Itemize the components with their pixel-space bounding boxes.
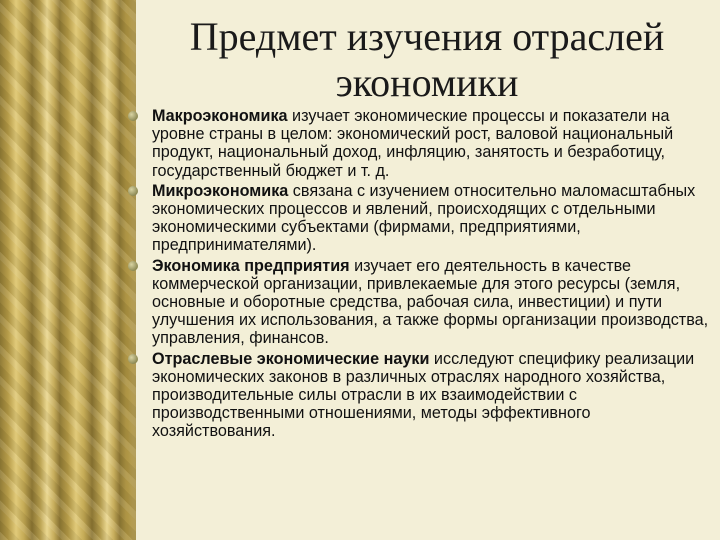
bullet-text: исследуют специфику реализации экономических законов в различных отраслях народного хозяйства, производительные силы отрасли в их взаимодействии с производственными отношениями, методы эффективного хозяйствования.: [152, 349, 695, 441]
bullet-list: [128, 107, 713, 443]
bullet-item-enterprise-economics: [128, 257, 713, 348]
bullet-text: связана с изучением относительно маломасштабных экономических процессов и явлений, происходящих с отдельными экономическими субъектами (фирмами, предприятиями, предпринимателями).: [152, 181, 696, 255]
bullet-item-macroeconomics: [128, 107, 713, 180]
bullet-text: изучает его деятельность в качестве коммерческой организации, привлекаемые для этого ресурсы (земля, основные и оборотные средства, рабочая сила, инвестиции) и пути улучшения их использования, а также формы организации производства, управления, финансов.: [152, 256, 709, 348]
bullet-dot-icon: [128, 111, 138, 121]
bullet-item-sectoral-sciences: [128, 350, 713, 441]
bullet-term: Отраслевые экономические науки: [152, 349, 430, 368]
bullet-dot-icon: [128, 354, 138, 364]
bullet-term: Микроэкономика: [152, 181, 289, 200]
bullet-text: изучает экономические процессы и показатели на уровне страны в целом: экономический рост, валовой национальный продукт, национальный доход, инфляцию, занятость и безработицу, государственный бюджет и т. д.: [152, 107, 674, 180]
slide-title: Предмет изучения отраслей экономики: [189, 14, 665, 105]
decorative-gold-border: [0, 0, 136, 540]
bullet-term: Экономика предприятия: [152, 256, 350, 275]
bullet-item-microeconomics: [128, 182, 713, 255]
bullet-dot-icon: [128, 186, 138, 196]
bullet-term: Макроэкономика: [152, 107, 288, 125]
bullet-dot-icon: [128, 261, 138, 271]
